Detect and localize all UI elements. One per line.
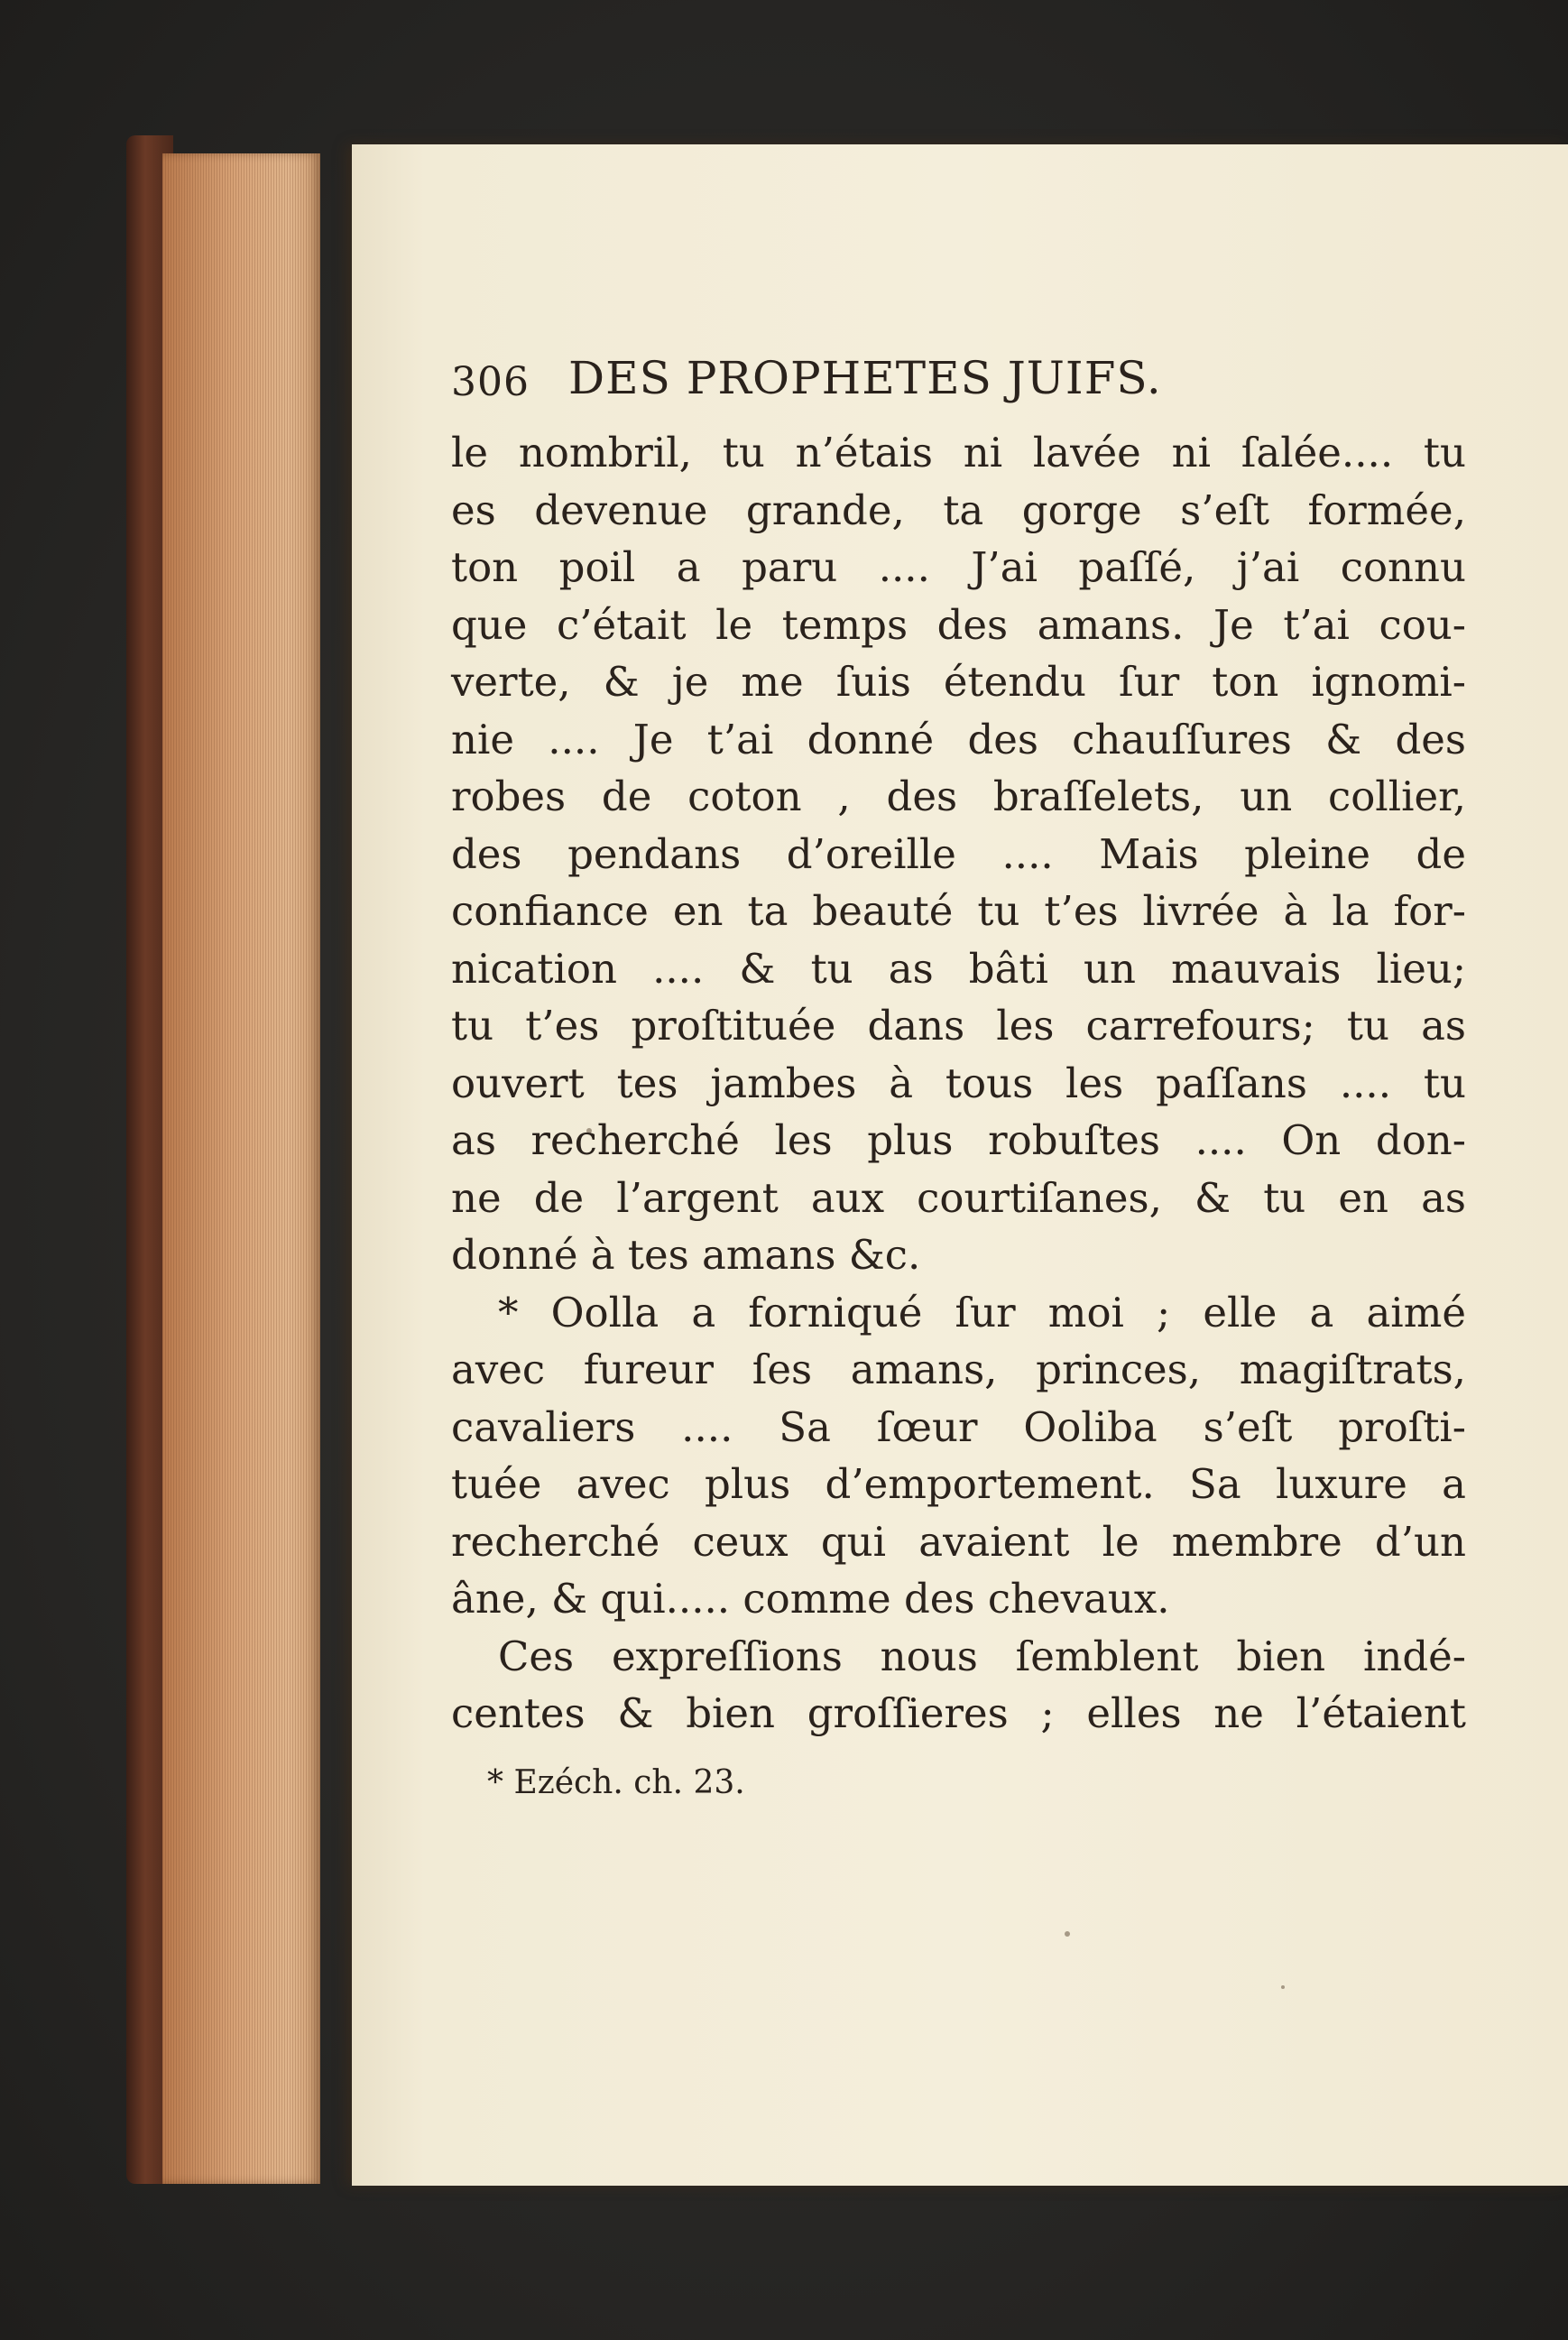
text-line: donné à tes amans &c. [451,1231,921,1279]
text-line: tuée avec plus d’emportement. Sa luxure a [451,1460,1466,1508]
text-line: nie .... Je t’ai donné des chauſſures & des [451,715,1466,763]
page-content [451,352,1466,1801]
text-line: confiance en ta beauté tu t’es livrée à la for- [451,887,1466,935]
text-line: ne de l’argent aux courtiſanes, & tu en as [451,1173,1466,1222]
page-number: 306 [451,359,530,405]
paper-speck [1281,1985,1285,1989]
text-line: * Oolla a forniqué ſur moi ; elle a aimé [498,1288,1466,1336]
text-line: verte, & je me ſuis étendu ſur ton ignomi- [451,658,1466,706]
text-line: robes de coton , des braſſelets, un collier, [451,772,1466,820]
text-line: nication .... & tu as bâti un mauvais lieu; [451,944,1466,993]
page-block-edges [162,153,320,2184]
body-text [451,424,1466,1743]
text-line: le nombril, tu n’étais ni lavée ni ſalée.... tu [451,429,1466,476]
text-line: cavaliers .... Sa ſœur Ooliba s’eſt proſti- [451,1402,1466,1451]
paper-speck [1065,1931,1070,1937]
text-line: que c’était le temps des amans. Je t’ai cou- [451,600,1466,649]
running-head [451,352,1466,424]
text-line: âne, & qui..... comme des chevaux. [451,1575,1170,1623]
text-line: es devenue grande, ta gorge s’eſt formée, [451,486,1466,534]
text-line: Ces expreſſions nous ſemblent bien indé- [498,1632,1466,1680]
text-line: avec fureur ſes amans, princes, magiſtrats, [451,1346,1466,1393]
text-line: tu t’es proſtituée dans les carrefours; tu as [451,1002,1466,1050]
running-title: DES PROPHETES JUIFS. [568,352,1162,404]
footnote: * Ezéch. ch. 23. [487,1763,745,1801]
text-line: ouvert tes jambes à tous les paſſans .... tu [451,1059,1466,1107]
text-line: as recherché les plus robuſtes .... On don- [451,1116,1466,1164]
text-line: recherché ceux qui avaient le membre d’un [451,1517,1466,1566]
text-line: centes & bien groſſieres ; elles ne l’étaient [451,1689,1466,1737]
text-line: ton poil a paru .... J’ai paſſé, j’ai connu [451,543,1466,591]
text-line: des pendans d’oreille .... Mais pleine de [451,829,1466,878]
